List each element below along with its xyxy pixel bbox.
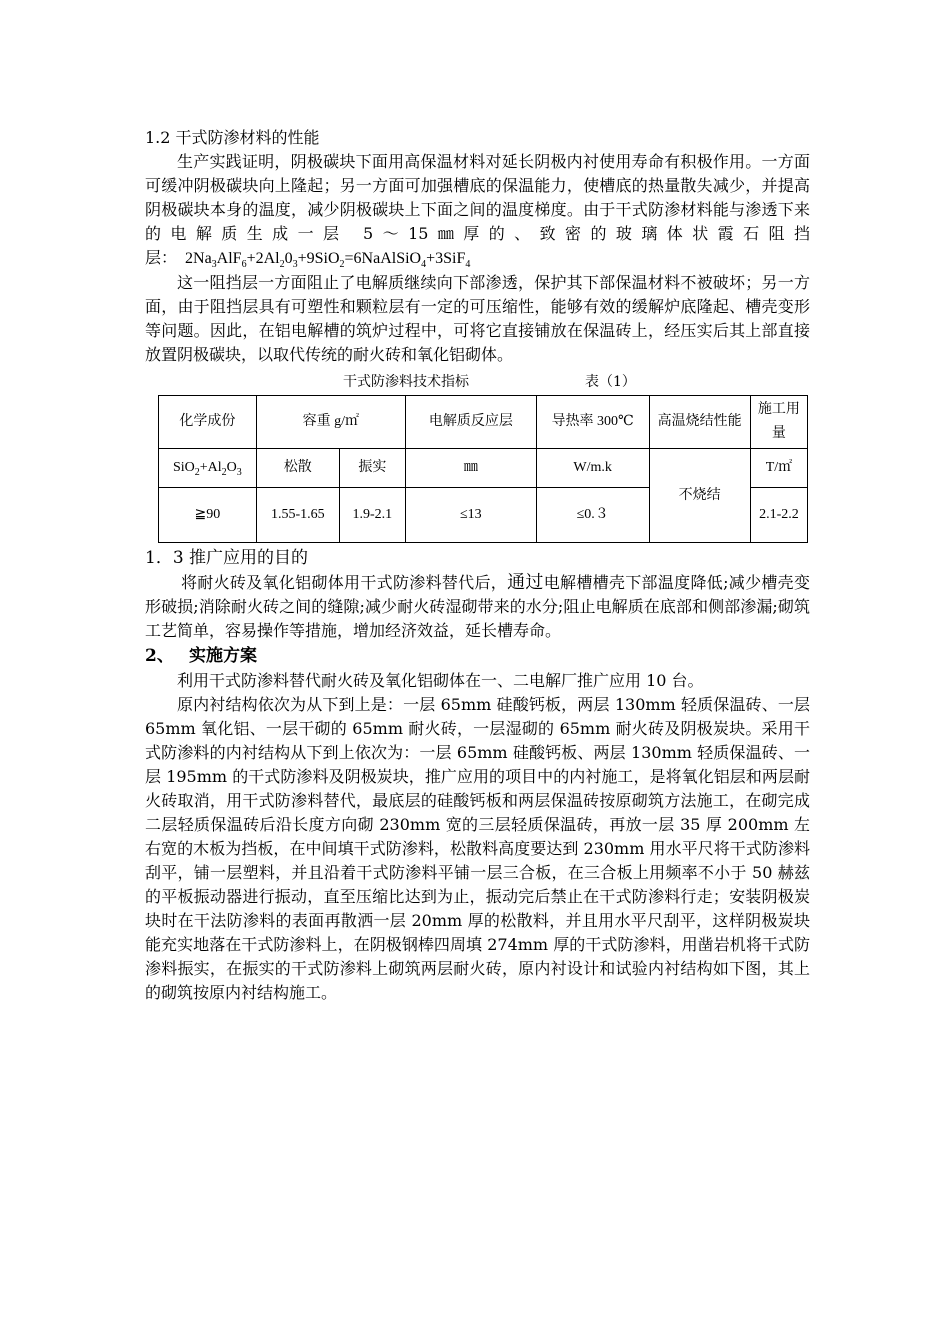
paragraph-performance: [145, 150, 810, 271]
paragraph-performance-text: 生产实践证明，阴极碳块下面用高保温材料对延长阴极内衬使用寿命有积极作用。一方面可缓冲阴极碳块向上隆起；另一方面可加强槽底的保温能力，使槽底的热量散失减少，并提高阴极碳块本身的温度，减少阴极碳块上下面之间的温度梯度。由于干式防渗材料能与渗透下来的电解质生成一层 5～15㎜厚的、致密的玻璃体状霞石阻挡层：: [145, 152, 810, 267]
value-sintering: 不烧结: [649, 449, 750, 543]
header-sintering: 高温烧结性能: [649, 396, 750, 449]
paragraph-purpose: 将耐火砖及氧化铝砌体用干式防渗料替代后，通过电解槽槽壳下部温度降低;减少槽壳变形破损;消除耐火砖之间的缝隙;减少耐火砖湿砌带来的水分;阻止电解质在底部和侧部渗漏;砌筑工艺简单，容易操作等措施，增加经济效益，延长槽寿命。: [145, 572, 810, 640]
value-composition: ≧90: [159, 488, 257, 543]
section-heading-1-2: 1.2 干式防渗材料的性能: [145, 128, 320, 147]
value-loose: 1.55-1.65: [256, 488, 339, 543]
header-density: 容重 g/㎡: [256, 396, 405, 449]
paragraph-implementation-intro: 利用干式防渗料替代耐火砖及氧化铝砌体在一、二电解厂推广应用 10 台。: [177, 671, 704, 690]
section-heading-2: [145, 643, 810, 669]
value-reaction-layer: ≤13: [405, 488, 536, 543]
header-conductivity: 导热率 300℃: [536, 396, 649, 449]
value-compacted: 1.9-2.1: [339, 488, 405, 543]
header-reaction-layer: 电解质反应层: [405, 396, 536, 449]
table-caption: [145, 371, 810, 393]
table-units-row: [159, 449, 808, 488]
table-header-row: [159, 396, 808, 449]
document-content: [145, 126, 810, 1005]
value-usage: 2.1-2.2: [750, 488, 807, 543]
unit-composition: $SiO_2+Al_2O_3$: [159, 449, 257, 488]
table-caption-number: 表（1）: [585, 374, 636, 390]
table-caption-title: 干式防渗料技术指标: [343, 374, 469, 390]
section-title-2: 实施方案: [189, 646, 257, 666]
unit-compacted: 振实: [339, 449, 405, 488]
section-heading-1-3: 1．3 推广应用的目的: [145, 548, 309, 568]
unit-loose: 松散: [256, 449, 339, 488]
header-usage: 施工用量: [750, 396, 807, 449]
unit-reaction-layer: ㎜: [405, 449, 536, 488]
unit-usage: T/㎡: [750, 449, 807, 488]
header-composition: 化学成份: [159, 396, 257, 449]
spec-table: [158, 395, 808, 543]
value-conductivity: ≤0.３: [536, 488, 649, 543]
unit-conductivity: W/m.k: [536, 449, 649, 488]
paragraph-lining-structure: 原内衬结构依次为从下到上是：一层 65mm 硅酸钙板，两层 130mm 轻质保温砖、一层 65mm 氧化铝、一层干砌的 65mm 耐火砖，一层湿砌的 65mm 耐火砖及阴极炭块。采用干式防渗料的内衬结构从下到上依次为：一层 65mm 硅酸钙板、两层 130mm 轻质保温砖、一层 195mm 的干式防渗料及阴极炭块，推广应用的项目中的内衬施工，是将氧化铝层和两层耐火砖取消，用干式防渗料替代，最底层的硅酸钙板和两层保温砖按原砌筑方法施工，在砌完成二层轻质保温砖后沿长度方向砌 230mm 宽的三层轻质保温砖，再放一层 35 厚 200mm 左右宽的木板为挡板，在中间填干式防渗料，松散料高度要达到 230mm 用水平尺将干式防渗料刮平，铺一层塑料，并且沿着干式防渗料平铺一层三合板，在三合板上用频率不小于 50 赫兹的平板振动器进行振动，直至压缩比达到为止，振动完后禁止在干式防渗料行走；安装阴极炭块时在干法防渗料的表面再散洒一层 20mm 厚的松散料，并且用水平尺刮平，这样阴极炭块能充实地落在干式防渗料上，在阴极钢棒四周填 274mm 厚的干式防渗料，用凿岩机将干式防渗料振实，在振实的干式防渗料上砌筑两层耐火砖，原内衬设计和试验内衬结构如下图，其上的砌筑按原内衬结构施工。: [145, 695, 810, 1002]
paragraph-barrier-layer: 这一阻挡层一方面阻止了电解质继续向下部渗透，保护其下部保温材料不被破坏；另一方面，由于阻挡层具有可塑性和颗粒层有一定的可压缩性，能够有效的缓解炉底隆起、槽壳变形等问题。因此，在铝电解槽的筑炉过程中，可将它直接铺放在保温砖上，经压实后其上部直接放置阴极碳块，以取代传统的耐火砖和氧化铝砌体。: [145, 273, 810, 364]
chemical-formula: $2Na_3AlF_6+2Al_20_3+9SiO_2=6NaAlSiO_4+3SiF_4$: [185, 250, 471, 271]
section-number-2: 2、: [145, 646, 174, 666]
